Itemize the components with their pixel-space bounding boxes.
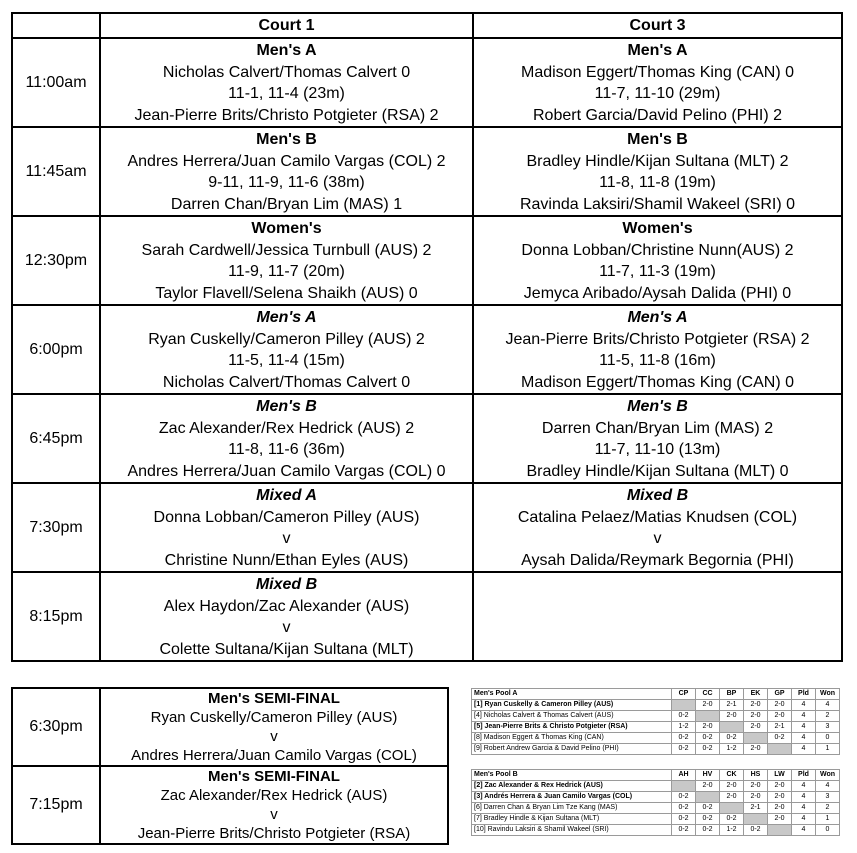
court1-match-content: [101, 217, 472, 304]
pool-result-cell: 2-0: [696, 700, 720, 711]
pool-result-cell: 2: [816, 803, 840, 814]
pool-result-cell: 0-2: [672, 733, 696, 744]
pool-result-cell: 2-1: [744, 803, 768, 814]
court3-match: [473, 305, 842, 394]
semifinal-content: [101, 689, 447, 765]
pool-result-cell: 0-2: [696, 803, 720, 814]
match-score: v: [282, 619, 291, 636]
match-score: 11-9, 11-7 (20m): [228, 263, 345, 280]
team-two: Colette Sultana/Kijan Sultana (MLT): [159, 640, 414, 658]
pool-result-cell: 2-0: [696, 722, 720, 733]
pool-result-cell: 2: [816, 711, 840, 722]
pool-result-cell: 2-0: [696, 781, 720, 792]
court3-match: [473, 394, 842, 483]
pool-result-cell: 0-2: [672, 814, 696, 825]
pool-result-cell: [744, 814, 768, 825]
match-score: v: [282, 530, 291, 547]
pool-result-cell: [768, 744, 792, 755]
pool-result-cell: 0-2: [672, 711, 696, 722]
time-slot: 7:30pm: [12, 483, 100, 572]
match-score: 11-8, 11-6 (36m): [228, 441, 345, 458]
semifinal-match: [100, 766, 448, 844]
match-score: 11-7, 11-10 (13m): [594, 441, 721, 458]
team-two: Jean-Pierre Brits/Christo Potgieter (RSA) 2: [134, 106, 439, 124]
pool-row: [472, 825, 840, 836]
pool-column-header: CK: [720, 770, 744, 781]
team-one: Sarah Cardwell/Jessica Turnbull (AUS) 2: [141, 241, 432, 259]
time-slot: 11:00am: [12, 38, 100, 127]
pool-result-cell: 2-0: [768, 781, 792, 792]
semifinal-table: [11, 687, 449, 845]
match-category: Mixed B: [626, 487, 689, 504]
team-two: Andres Herrera/Juan Camilo Vargas (COL) 0: [127, 462, 446, 480]
pool-column-header: HV: [696, 770, 720, 781]
team-two: Ravinda Laksiri/Shamil Wakeel (SRI) 0: [519, 195, 796, 213]
court1-match-content: [101, 128, 472, 215]
pool-column-header: HS: [744, 770, 768, 781]
team-one: Jean-Pierre Brits/Christo Potgieter (RSA) 2: [505, 330, 810, 348]
court1-match: [100, 305, 473, 394]
pool-result-cell: 3: [816, 722, 840, 733]
court3-match: [473, 38, 842, 127]
pool-result-cell: 1: [816, 814, 840, 825]
match-category: Men's B: [627, 398, 688, 415]
match-category: Women's: [251, 220, 322, 237]
schedule-row: [12, 127, 842, 216]
court1-match: [100, 216, 473, 305]
team-one: Bradley Hindle/Kijan Sultana (MLT) 2: [526, 152, 789, 170]
schedule-row: [12, 305, 842, 394]
pool-result-cell: 0-2: [672, 825, 696, 836]
court1-match-content: [101, 306, 472, 393]
pool-result-cell: 4: [792, 792, 816, 803]
team-two: Andres Herrera/Juan Camilo Vargas (COL): [131, 747, 417, 764]
pool-result-cell: 4: [792, 814, 816, 825]
pool-result-cell: [696, 792, 720, 803]
court3-header: Court 3: [473, 13, 842, 38]
pool-team-name: [8] Madison Eggert & Thomas King (CAN): [472, 733, 672, 744]
team-two: Darren Chan/Bryan Lim (MAS) 1: [170, 195, 403, 213]
court3-match-content: [474, 484, 841, 571]
pool-result-cell: 4: [792, 803, 816, 814]
pool-row: [472, 814, 840, 825]
court3-match-content: [474, 395, 841, 482]
pool-result-cell: 0-2: [696, 825, 720, 836]
match-score: 11-5, 11-4 (15m): [228, 352, 345, 369]
pool-result-cell: 2-0: [744, 700, 768, 711]
pool-result-cell: 2-0: [744, 792, 768, 803]
match-category: Mixed A: [256, 487, 317, 504]
pool-result-cell: 0-2: [672, 792, 696, 803]
pool-a-table: [471, 688, 840, 755]
court3-match-content: [474, 306, 841, 393]
team-one: Ryan Cuskelly/Cameron Pilley (AUS): [150, 709, 398, 726]
team-one: Donna Lobban/Christine Nunn(AUS) 2: [521, 241, 794, 259]
semifinal-content: [101, 767, 447, 843]
pool-result-cell: 0: [816, 825, 840, 836]
team-one: Andres Herrera/Juan Camilo Vargas (COL) 2: [127, 152, 446, 170]
pool-result-cell: 4: [792, 711, 816, 722]
semifinal-row: [12, 688, 448, 766]
time-slot: 6:00pm: [12, 305, 100, 394]
pool-result-cell: 2-0: [768, 711, 792, 722]
pool-result-cell: 2-0: [744, 711, 768, 722]
match-category: Women's: [622, 220, 693, 237]
pool-result-cell: 2-0: [744, 744, 768, 755]
court3-match: [473, 216, 842, 305]
time-slot: 12:30pm: [12, 216, 100, 305]
match-score: 9-11, 11-9, 11-6 (38m): [208, 174, 365, 191]
schedule-row: [12, 483, 842, 572]
pool-result-cell: 2-0: [720, 781, 744, 792]
pool-column-header: Won: [816, 689, 840, 700]
match-category: Men's A: [256, 309, 317, 326]
pool-result-cell: 2-0: [744, 781, 768, 792]
team-one: Zac Alexander/Rex Hedrick (AUS) 2: [158, 419, 415, 437]
pool-row: [472, 722, 840, 733]
pool-result-cell: 0-2: [696, 733, 720, 744]
semifinal-row: [12, 766, 448, 844]
pool-team-name: [6] Darren Chan & Bryan Lim Tze Kang (MAS): [472, 803, 672, 814]
pool-column-header: GP: [768, 689, 792, 700]
schedule-row: [12, 216, 842, 305]
pool-column-header: CP: [672, 689, 696, 700]
pool-column-header: BP: [720, 689, 744, 700]
header-row: [12, 13, 842, 38]
pool-result-cell: 4: [816, 700, 840, 711]
court3-match: [473, 572, 842, 661]
pool-title: Men's Pool A: [472, 689, 672, 700]
court1-match: [100, 394, 473, 483]
pool-b-table: [471, 769, 840, 836]
team-two: Aysah Dalida/Reymark Begornia (PHI): [521, 551, 794, 569]
pool-result-cell: 2-0: [768, 700, 792, 711]
pool-result-cell: 0: [816, 733, 840, 744]
court3-match-content: [474, 573, 841, 660]
team-two: Robert Garcia/David Pelino (PHI) 2: [533, 106, 782, 124]
match-category: Men's B: [627, 131, 688, 148]
pool-result-cell: [720, 803, 744, 814]
pool-result-cell: 4: [792, 781, 816, 792]
pool-column-header: Won: [816, 770, 840, 781]
pool-team-name: [10] Ravindu Laksiri & Shamil Wakeel (SRI): [472, 825, 672, 836]
court1-match-content: [101, 39, 472, 126]
match-category: Men's A: [256, 42, 317, 59]
pool-result-cell: [744, 733, 768, 744]
pool-result-cell: 4: [792, 825, 816, 836]
pool-team-name: [1] Ryan Cuskelly & Cameron Pilley (AUS): [472, 700, 672, 711]
versus-label: v: [270, 728, 278, 745]
pool-result-cell: 0-2: [672, 803, 696, 814]
pool-column-header: EK: [744, 689, 768, 700]
court1-match: [100, 572, 473, 661]
schedule-row: [12, 572, 842, 661]
pool-row: [472, 700, 840, 711]
team-two: Jemyca Aribado/Aysah Dalida (PHI) 0: [523, 284, 792, 302]
pool-team-name: [9] Robert Andrew Garcia & David Pelino (PHI): [472, 744, 672, 755]
pool-result-cell: 0-2: [720, 733, 744, 744]
court1-match: [100, 38, 473, 127]
pool-row: [472, 711, 840, 722]
court1-match-content: [101, 395, 472, 482]
team-two: Madison Eggert/Thomas King (CAN) 0: [521, 373, 794, 391]
pool-header-row: [472, 689, 840, 700]
court3-match: [473, 127, 842, 216]
pool-result-cell: 4: [792, 733, 816, 744]
pool-result-cell: 1-2: [720, 825, 744, 836]
court3-match-content: [474, 128, 841, 215]
match-score: 11-7, 11-10 (29m): [594, 85, 721, 102]
pool-result-cell: 2-0: [768, 814, 792, 825]
pool-column-header: Pld: [792, 770, 816, 781]
court1-match: [100, 483, 473, 572]
pool-column-header: LW: [768, 770, 792, 781]
pool-result-cell: 2-0: [744, 722, 768, 733]
match-category: Mixed B: [255, 576, 318, 593]
pool-result-cell: 1-2: [720, 744, 744, 755]
time-slot: 11:45am: [12, 127, 100, 216]
match-score: 11-7, 11-3 (19m): [599, 263, 716, 280]
court1-match-content: [101, 573, 472, 660]
pool-result-cell: 3: [816, 792, 840, 803]
pool-result-cell: 1: [816, 744, 840, 755]
pool-header-row: [472, 770, 840, 781]
time-slot: 6:45pm: [12, 394, 100, 483]
pool-result-cell: 0-2: [720, 814, 744, 825]
pool-team-name: [5] Jean-Pierre Brits & Christo Potgieter (RSA): [472, 722, 672, 733]
schedule-row: [12, 394, 842, 483]
time-slot: 8:15pm: [12, 572, 100, 661]
pool-result-cell: [696, 711, 720, 722]
pool-row: [472, 803, 840, 814]
pool-result-cell: [672, 700, 696, 711]
court3-match-content: [474, 39, 841, 126]
pool-result-cell: 4: [792, 722, 816, 733]
match-category: Men's B: [256, 131, 317, 148]
time-slot: 6:30pm: [12, 688, 100, 766]
team-two: Taylor Flavell/Selena Shaikh (AUS) 0: [155, 284, 418, 302]
team-one: Alex Haydon/Zac Alexander (AUS): [163, 597, 410, 615]
pool-result-cell: 4: [816, 781, 840, 792]
schedule-row: [12, 38, 842, 127]
semifinal-match: [100, 688, 448, 766]
court3-match: [473, 483, 842, 572]
pool-column-header: Pld: [792, 689, 816, 700]
court1-match-content: [101, 484, 472, 571]
match-category: Men's B: [256, 398, 317, 415]
pool-result-cell: 4: [792, 700, 816, 711]
versus-label: v: [270, 806, 278, 823]
team-one: Donna Lobban/Cameron Pilley (AUS): [153, 508, 420, 526]
pool-result-cell: 2-0: [768, 803, 792, 814]
pool-column-header: AH: [672, 770, 696, 781]
team-one: Zac Alexander/Rex Hedrick (AUS): [160, 787, 388, 804]
pool-row: [472, 744, 840, 755]
pool-result-cell: 2-0: [720, 711, 744, 722]
match-category: Men's SEMI-FINAL: [208, 768, 340, 785]
pool-row: [472, 733, 840, 744]
team-two: Nicholas Calvert/Thomas Calvert 0: [162, 373, 411, 391]
pool-column-header: CC: [696, 689, 720, 700]
pool-title: Men's Pool B: [472, 770, 672, 781]
time-slot: 7:15pm: [12, 766, 100, 844]
pool-result-cell: 0-2: [672, 744, 696, 755]
pool-result-cell: 2-1: [720, 700, 744, 711]
team-one: Catalina Pelaez/Matias Knudsen (COL): [517, 508, 798, 526]
schedule-table: [11, 12, 843, 662]
team-one: Darren Chan/Bryan Lim (MAS) 2: [541, 419, 774, 437]
pool-result-cell: 0-2: [696, 744, 720, 755]
pool-result-cell: 1-2: [672, 722, 696, 733]
match-category: Men's A: [627, 42, 688, 59]
match-score: 11-8, 11-8 (19m): [599, 174, 716, 191]
pool-row: [472, 781, 840, 792]
match-category: Men's SEMI-FINAL: [208, 690, 340, 707]
pool-result-cell: 0-2: [744, 825, 768, 836]
pool-result-cell: 0-2: [696, 814, 720, 825]
pool-team-name: [7] Bradley Hindle & Kijan Sultana (MLT): [472, 814, 672, 825]
court1-header: Court 1: [100, 13, 473, 38]
pool-result-cell: 0-2: [768, 733, 792, 744]
team-one: Ryan Cuskelly/Cameron Pilley (AUS) 2: [148, 330, 425, 348]
team-two: Bradley Hindle/Kijan Sultana (MLT) 0: [526, 462, 789, 480]
team-one: Madison Eggert/Thomas King (CAN) 0: [521, 63, 794, 81]
pool-result-cell: [672, 781, 696, 792]
pool-team-name: [4] Nicholas Calvert & Thomas Calvert (AUS): [472, 711, 672, 722]
match-score: 11-1, 11-4 (23m): [228, 85, 345, 102]
pool-team-name: [2] Zac Alexander & Rex Hedrick (AUS): [472, 781, 672, 792]
pool-team-name: [3] Andrés Herrera & Juan Camilo Vargas (COL): [472, 792, 672, 803]
pool-result-cell: 2-0: [720, 792, 744, 803]
pool-row: [472, 792, 840, 803]
pool-result-cell: 4: [792, 744, 816, 755]
team-two: Christine Nunn/Ethan Eyles (AUS): [164, 551, 409, 569]
match-score: v: [653, 530, 662, 547]
pool-result-cell: 2-0: [768, 792, 792, 803]
match-score: 11-5, 11-8 (16m): [599, 352, 716, 369]
team-two: Jean-Pierre Brits/Christo Potgieter (RSA): [137, 825, 411, 842]
court1-match: [100, 127, 473, 216]
pool-result-cell: 2-1: [768, 722, 792, 733]
match-category: Men's A: [627, 309, 688, 326]
pool-result-cell: [720, 722, 744, 733]
team-one: Nicholas Calvert/Thomas Calvert 0: [162, 63, 411, 81]
court3-match-content: [474, 217, 841, 304]
pool-result-cell: [768, 825, 792, 836]
header-blank: [12, 13, 100, 38]
